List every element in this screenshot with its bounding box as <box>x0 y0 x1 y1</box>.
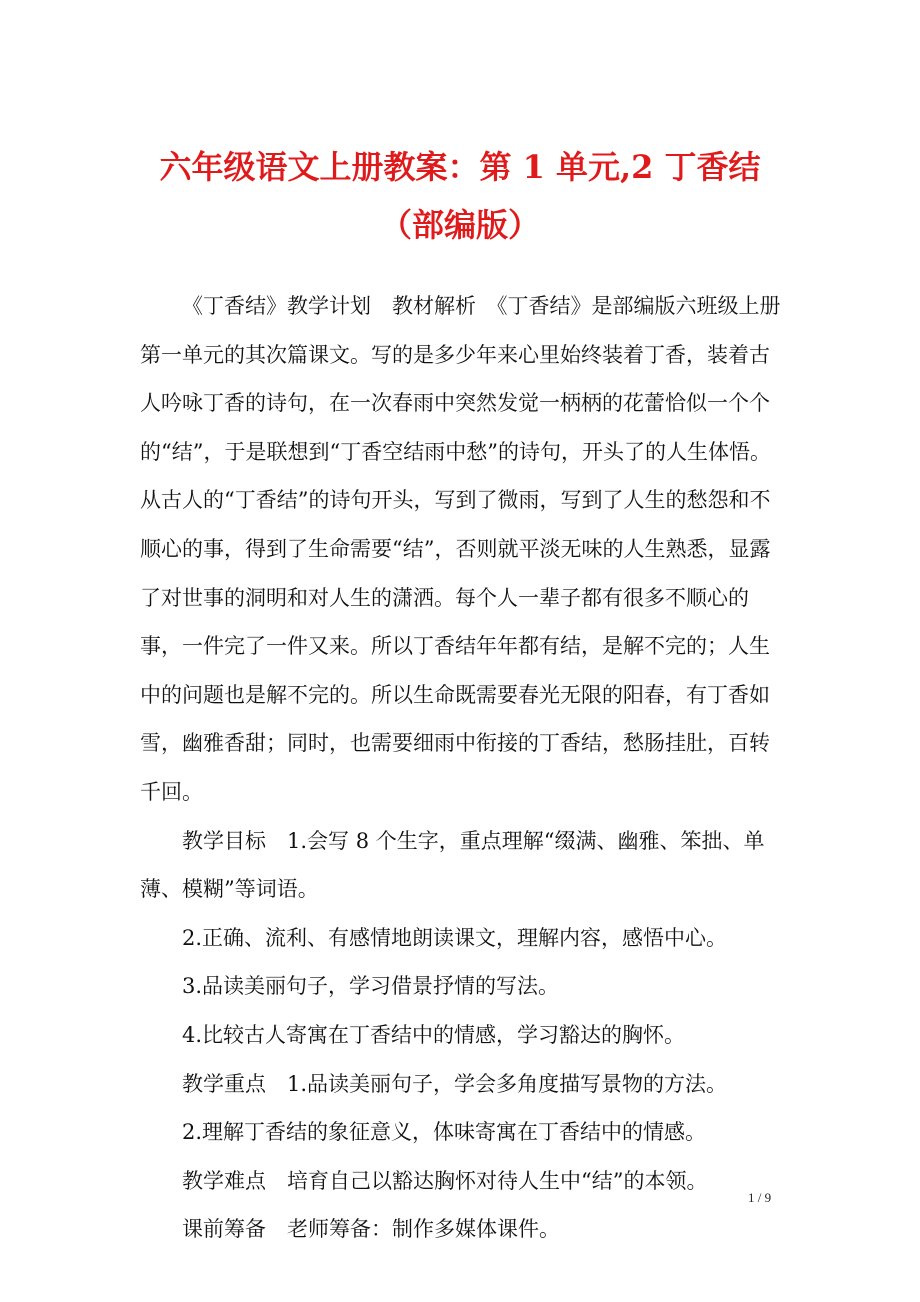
paragraph-key-point-2: 2.理解丁香结的象征意义，体味寄寓在丁香结中的情感。 <box>182 1120 707 1145</box>
paragraph-preparation: 课前筹备 老师筹备：制作多媒体课件。 <box>182 1217 560 1242</box>
paragraph-difficulty: 教学难点 培育自己以豁达胸怀对待人生中“结”的本领。 <box>182 1168 708 1193</box>
document-body <box>140 282 785 1254</box>
paragraph-teaching-goal-3: 3.品读美丽句子，学习借景抒情的写法。 <box>182 974 560 999</box>
page-indicator: 1 / 9 <box>748 1190 772 1205</box>
paragraph-teaching-goal-2: 2.正确、流利、有感情地朗读课文，理解内容，感悟中心。 <box>182 925 728 950</box>
paragraph-teaching-goal-4: 4.比较古人寄寓在丁香结中的情感，学习豁达的胸怀。 <box>182 1022 686 1047</box>
paragraph-teaching-goal-1: 教学目标 1.会写 8 个生字，重点理解“缀满、幽雅、笨拙、单薄、模糊”等词语。 <box>140 828 765 902</box>
paragraph-key-point-1: 教学重点 1.品读美丽句子，学会多角度描写景物的方法。 <box>182 1071 728 1096</box>
document-title-line-2: （部编版） <box>379 206 540 244</box>
paragraph-textbook-analysis: 《丁香结》教学计划 教材解析 《丁香结》是部编版六班级上册第一单元的其次篇课文。写的是多少年来心里始终装着丁香，装着古人吟咏丁香的诗句，在一次春雨中突然发觉一柄柄的花蕾恰似一个个的“结”，于是联想到“丁香空结雨中愁”的诗句，开头了的人生体悟。从古人的“丁香结”的诗句开头，写到了微雨，写到了人生的愁怨和不顺心的事，得到了生命需要“结”，否则就平淡无味的人生熟悉，显露了对世事的洞明和对人生的潇洒。每个人一辈子都有很多不顺心的事，一件完了一件又来。所以丁香结年年都有结，是解不完的；人生中的问题也是解不完的。所以生命既需要春光无限的阳春，有丁香如雪，幽雅香甜；同时，也需要细雨中衔接的丁香结，愁肠挂肚，百转千回。 <box>140 294 781 804</box>
document-title-line-1: 六年级语文上册教案：第 1 单元,2 丁香结 <box>159 148 761 186</box>
